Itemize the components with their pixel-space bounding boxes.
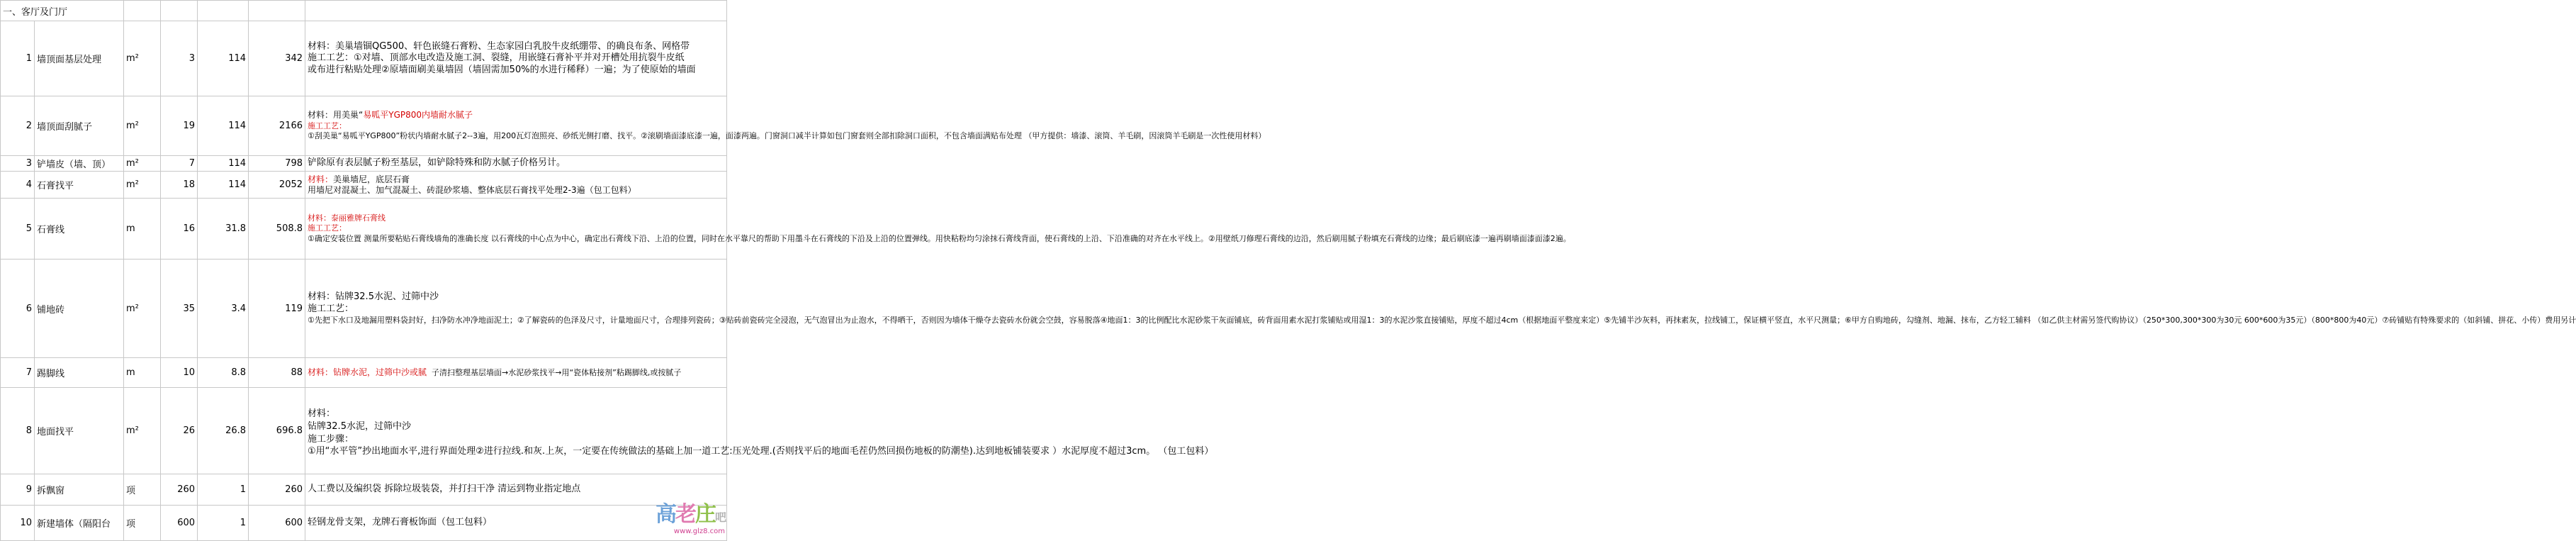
watermark-logo [646, 502, 725, 539]
unit-price[interactable]: 1 [198, 474, 249, 506]
unit[interactable]: m² [124, 172, 161, 199]
watermark-url: www.glz8.com [673, 528, 725, 535]
desc-material: 易呱平YGP800内墙耐水腻子 [363, 110, 473, 121]
item-name[interactable]: 墙顶面基层处理 [35, 21, 124, 96]
description[interactable] [305, 358, 727, 388]
description[interactable] [305, 199, 1571, 260]
unit-price[interactable]: 8.8 [198, 358, 249, 388]
unit-price[interactable]: 31.8 [198, 199, 249, 260]
table-row [1, 96, 727, 156]
item-name[interactable]: 踢脚线 [35, 358, 124, 388]
row-no[interactable]: 2 [1, 96, 35, 156]
quantity[interactable]: 35 [161, 260, 198, 358]
unit-price[interactable]: 114 [198, 96, 249, 156]
description[interactable]: 轻钢龙骨支架，龙牌石膏板饰面（包工包料） [305, 506, 727, 541]
row-no[interactable]: 1 [1, 21, 35, 96]
desc-line: 材料：美巢墙锢QG500、轩色嵌缝石膏粉、生态家园白乳胶牛皮纸绷带、的确良布条、网格带 [308, 41, 690, 52]
total[interactable]: 119 [249, 260, 305, 358]
section-title[interactable]: 一、客厅及门厅 [1, 1, 124, 21]
quantity[interactable]: 10 [161, 358, 198, 388]
unit[interactable]: 项 [124, 506, 161, 541]
total[interactable]: 2166 [249, 96, 305, 156]
unit[interactable]: 项 [124, 474, 161, 506]
total[interactable]: 88 [249, 358, 305, 388]
unit-price[interactable]: 114 [198, 156, 249, 172]
section-row [1, 1, 727, 21]
desc-material: 材料：钻牌32.5水泥、过筛中沙 [308, 291, 439, 302]
total[interactable]: 342 [249, 21, 305, 96]
desc-line: 施工步骤： [308, 433, 354, 445]
desc-body: 用墙尼对混凝土、加气混凝土、砖混砂浆墙、整体底层石膏找平处理2-3遍（包工包料） [308, 184, 636, 195]
table-row [1, 506, 727, 541]
item-name[interactable]: 石膏线 [35, 199, 124, 260]
desc-line: ①用“水平管”抄出地面水平,进行界面处理②进行拉线.和灰.上灰，一定要在传统做法的基础上加一道工艺:压光处理.(否则找平后的地面毛茬仍然回损伤地板的防潮垫).达到地板铺装要求 ）水泥厚度不超过3cm。 （包工包料） [308, 446, 1214, 457]
description[interactable] [305, 388, 1214, 474]
item-name[interactable]: 新建墙体（隔阳台 [35, 506, 124, 541]
desc-body: ①确定安装位置 测量所要粘贴石膏线墙角的准确长度 以石膏线的中心点为中心，确定出石膏线下沿、上沿的位置，同时在水平靠尺的帮助下用墨斗在石膏线的下沿及上沿的位置弹线。用快粘粉均匀涂抹石膏线背面，使石膏线的上沿、下沿准确的对齐在水平线上。②用壁纸刀修理石膏线的边沿，然后刷用腻子粉填充石膏线的边缘；最后刷底漆一遍再刷墙面漆面漆2遍。 [308, 233, 1571, 243]
total[interactable]: 696.8 [249, 388, 305, 474]
total[interactable]: 600 [249, 506, 305, 541]
total[interactable]: 508.8 [249, 199, 305, 260]
desc-line: 钻牌32.5水泥，过筛中沙 [308, 420, 411, 432]
unit-price[interactable]: 3.4 [198, 260, 249, 358]
quantity[interactable]: 3 [161, 21, 198, 96]
table-row [1, 388, 727, 474]
total[interactable]: 2052 [249, 172, 305, 199]
watermark-char: 吧 [714, 511, 725, 524]
quantity[interactable]: 260 [161, 474, 198, 506]
desc-material: 美巢墙尼，底层石膏 [333, 174, 410, 184]
desc-body: 子清扫整理基层墙面→水泥砂浆找平→用“瓷体粘接剂”粘踢脚线,或按腻子 [432, 367, 682, 377]
row-no[interactable]: 9 [1, 474, 35, 506]
table-row [1, 172, 727, 199]
row-no[interactable]: 6 [1, 260, 35, 358]
row-no[interactable]: 10 [1, 506, 35, 541]
item-name[interactable]: 铺地砖 [35, 260, 124, 358]
table-row [1, 474, 727, 506]
description[interactable] [305, 172, 727, 199]
quantity[interactable]: 26 [161, 388, 198, 474]
unit-price[interactable]: 26.8 [198, 388, 249, 474]
row-no[interactable]: 7 [1, 358, 35, 388]
item-name[interactable]: 铲墙皮（墙、顶） [35, 156, 124, 172]
quantity[interactable]: 7 [161, 156, 198, 172]
desc-line: 施工工艺：①对墙、顶部水电改造及施工洞、裂缝，用嵌缝石膏补平并对开槽处用抗裂牛皮纸 [308, 52, 685, 64]
desc-sublabel: 施工工艺： [308, 303, 354, 314]
watermark-char: 庄 [694, 502, 715, 527]
desc-sublabel: 施工工艺： [308, 223, 347, 233]
description[interactable]: 铲除原有表层腻子粉至基层，如铲除特殊和防水腻子价格另计。 [305, 156, 727, 172]
unit[interactable]: m² [124, 96, 161, 156]
description[interactable]: 人工费以及编织袋 拆除垃圾装袋，并打扫干净 清运到物业指定地点 [305, 474, 727, 506]
desc-material: 材料：钻牌水泥，过筛中沙或腻 [308, 367, 427, 377]
row-no[interactable]: 4 [1, 172, 35, 199]
unit[interactable]: m [124, 358, 161, 388]
unit[interactable]: m [124, 199, 161, 260]
desc-label: 材料： [308, 174, 334, 184]
table-row [1, 260, 727, 358]
unit[interactable]: m² [124, 21, 161, 96]
unit-price[interactable]: 114 [198, 172, 249, 199]
unit[interactable]: m² [124, 156, 161, 172]
item-name[interactable]: 石膏找平 [35, 172, 124, 199]
item-name[interactable]: 拆飘窗 [35, 474, 124, 506]
unit-price[interactable]: 114 [198, 21, 249, 96]
total[interactable]: 260 [249, 474, 305, 506]
desc-label: 材料：用美巢“ [308, 110, 364, 121]
quantity[interactable]: 18 [161, 172, 198, 199]
quantity[interactable]: 16 [161, 199, 198, 260]
description[interactable] [305, 96, 1266, 156]
table-row [1, 156, 727, 172]
row-no[interactable]: 3 [1, 156, 35, 172]
description[interactable] [305, 260, 2576, 358]
quantity[interactable]: 19 [161, 96, 198, 156]
watermark-char: 高 [655, 502, 675, 527]
unit-price[interactable]: 1 [198, 506, 249, 541]
desc-material: 材料：泰丽雅牌石膏线 [308, 213, 386, 223]
item-name[interactable]: 墙顶面刮腻子 [35, 96, 124, 156]
description[interactable] [305, 21, 727, 96]
table-row [1, 358, 727, 388]
desc-line: 材料： [308, 408, 336, 420]
quantity[interactable]: 600 [161, 506, 198, 541]
desc-line: 或布进行粘贴处理②原墙面刷美巢墙固（墙固需加50%的水进行稀释）一遍；为了使原始的墙面 [308, 64, 696, 75]
item-name[interactable]: 地面找平 [35, 388, 124, 474]
table-row [1, 21, 727, 96]
desc-body: ①先把下水口及地漏用塑料袋封好，扫净防水冲净地面泥土；②了解瓷砖的色泽及尺寸，计量地面尺寸，合理排列瓷砖；③贴砖前瓷砖完全浸泡，无气泡冒出为止泡水，不得晒干，否则因为墙体干燥夺去瓷砖水份就会空鼓，容易脱落④地面1：3的比例配比水泥砂浆干灰面铺底，砖背面用素水泥打浆铺贴或用湿1：3的水泥沙浆直接铺贴，厚度不超过4cm（根据地面平整度来定）⑤先铺半沙灰料，再抹素灰，拉线铺工，保证横平竖直，水平尺测量；⑥甲方自购地砖，勾缝剂、地漏、抹布，乙方轻工辅料 （如乙供主材需另签代购协议）（250*300,300*300为30元 600*600为35元）（800*800为40元）⑦砖铺贴有特殊要求的（如斜铺、拼花、小传）费用另计 [308, 315, 2576, 325]
unit[interactable]: m² [124, 388, 161, 474]
table-row [1, 199, 727, 260]
desc-body: ①刮美巢“易呱平YGP800”粉状内墙耐水腻子2--3遍，用200瓦灯泡照亮、砂纸光侧打磨、找平。②滚刷墙面漆底漆一遍，面漆两遍。门窗洞口减半计算如包门窗套则全部扣除洞口面积，不包含墙面满贴布处理 （甲方提供：墙漆、滚筒、羊毛刷，因滚筒羊毛刷是一次性使用材料） [308, 131, 1266, 141]
desc-sublabel: 施工工艺： [308, 121, 347, 130]
watermark-char: 老 [675, 502, 695, 527]
row-no[interactable]: 8 [1, 388, 35, 474]
row-no[interactable]: 5 [1, 199, 35, 260]
unit[interactable]: m² [124, 260, 161, 358]
total[interactable]: 798 [249, 156, 305, 172]
